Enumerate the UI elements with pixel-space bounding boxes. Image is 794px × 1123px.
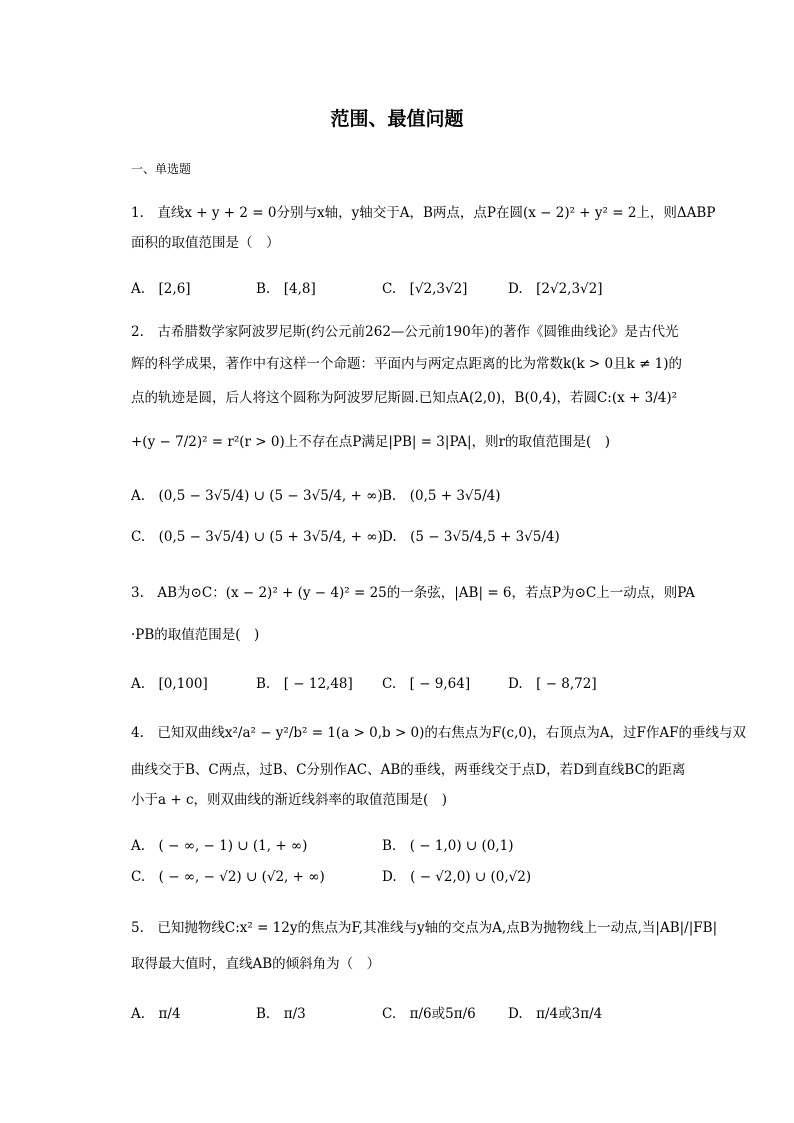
question-2-line-3: 点的轨迹是圆，后人将这个圆称为阿波罗尼斯圆.已知点A(2,0)，B(0,4)，若圆C:(x + 3/4)² — [131, 390, 678, 406]
question-5-option-a: A. π/4 — [131, 1006, 181, 1022]
question-2-option-a: A. (0,5 − 3√5/4) ∪ (5 − 3√5/4, + ∞) — [131, 488, 383, 504]
question-5-option-d: D. π/4或3π/4 — [508, 1006, 603, 1022]
question-2-option-c: C. (0,5 − 3√5/4) ∪ (5 + 3√5/4, + ∞) — [131, 529, 383, 545]
question-5-option-b: B. π/3 — [256, 1006, 306, 1022]
question-2-option-d: D. (5 − 3√5/4,5 + 3√5/4) — [382, 529, 560, 545]
question-1-line-2: 面积的取值范围是（ ） — [131, 235, 280, 251]
question-4-line-3: 小于a + c，则双曲线的渐近线斜率的取值范围是( ) — [131, 792, 448, 808]
question-3-option-c: C. [ − 9,64] — [382, 676, 471, 692]
question-2-line-4: +(y − 7/2)² = r²(r > 0)上不存在点P满足|PB| = 3|PA|，则r的取值范围是( ) — [131, 434, 611, 450]
question-3-line-1: 3. AB为⊙C：(x − 2)² + (y − 4)² = 25的一条弦，|AB| = 6，若点P为⊙C上一动点，则PA — [131, 585, 695, 601]
question-3-line-2: ·PB的取值范围是( ) — [131, 627, 260, 643]
question-4-option-a: A. ( − ∞, − 1) ∪ (1, + ∞) — [131, 838, 308, 854]
question-5-option-c: C. π/6或5π/6 — [382, 1006, 476, 1022]
question-4-option-d: D. ( − √2,0) ∪ (0,√2) — [382, 869, 532, 885]
page-title: 范围、最值问题 — [330, 108, 464, 130]
question-3-option-a: A. [0,100] — [131, 676, 208, 692]
question-5-line-2: 取得最大值时，直线AB的倾斜角为（ ） — [131, 956, 381, 972]
question-1-option-d: D. [2√2,3√2] — [508, 281, 603, 297]
question-4-option-b: B. ( − 1,0) ∪ (0,1) — [382, 838, 514, 854]
question-4-line-2: 曲线交于B、C两点，过B、C分别作AC、AB的垂线，两垂线交于点D，若D到直线BC的距离 — [131, 762, 686, 778]
question-3-option-b: B. [ − 12,48] — [256, 676, 353, 692]
question-2-option-b: B. (0,5 + 3√5/4) — [382, 488, 501, 504]
question-1-option-b: B. [4,8] — [256, 281, 316, 297]
question-2-line-2: 辉的科学成果，著作中有这样一个命题：平面内与两定点距离的比为常数k(k > 0且k ≠ 1)的 — [131, 356, 683, 372]
question-4-line-1: 4. 已知双曲线x²/a² − y²/b² = 1(a > 0,b > 0)的右焦点为F(c,0)，右顶点为A，过F作AF的垂线与双 — [131, 725, 746, 741]
section-heading: 一、单选题 — [131, 162, 192, 176]
question-3-option-d: D. [ − 8,72] — [508, 676, 597, 692]
question-2-line-1: 2. 古希腊数学家阿波罗尼斯(约公元前262—公元前190年)的著作《圆锥曲线论》是古代光 — [131, 324, 679, 340]
question-1-option-c: C. [√2,3√2] — [382, 281, 468, 297]
question-4-option-c: C. ( − ∞, − √2) ∪ (√2, + ∞) — [131, 869, 325, 885]
question-5-line-1: 5. 已知抛物线C:x² = 12y的焦点为F,其准线与y轴的交点为A,点B为抛物线上一动点,当|AB|/|FB| — [131, 920, 718, 936]
question-1-line-1: 1. 直线x + y + 2 = 0分别与x轴，y轴交于A，B两点，点P在圆(x − 2)² + y² = 2上，则ΔABP — [131, 205, 716, 221]
question-1-option-a: A. [2,6] — [131, 281, 191, 297]
